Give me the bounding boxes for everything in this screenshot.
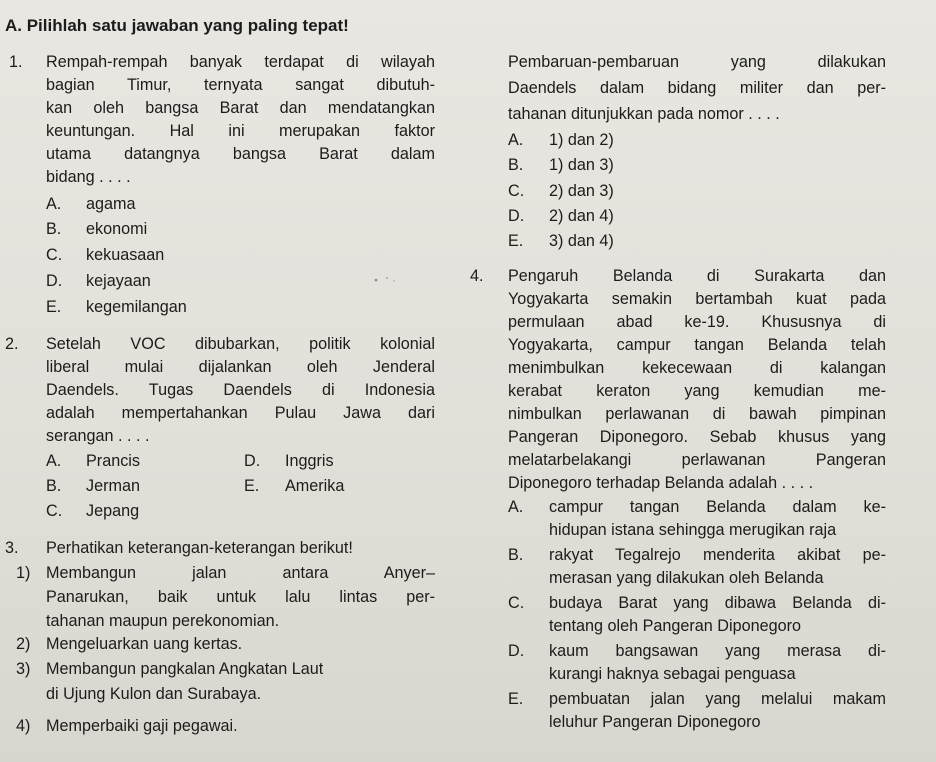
option-letter: E. — [244, 477, 260, 495]
question-text-line: bagian Timur, ternyata sangat dibutuh- — [46, 76, 435, 94]
question-text-line: Pembaruan-pembaruan yang dilakukan — [508, 53, 886, 71]
option-text: Jepang — [86, 502, 140, 520]
option-letter: D. — [244, 452, 261, 470]
question-text-line: tahanan ditunjukkan pada nomor . . . . — [508, 105, 780, 123]
option-letter: D. — [46, 272, 63, 290]
option-letter: C. — [46, 246, 63, 264]
question-text-line: Daendels. Tugas Daendels di Indonesia — [46, 381, 435, 399]
item-text-line: di Ujung Kulon dan Surabaya. — [46, 685, 262, 703]
question-text-line: Rempah-rempah banyak terdapat di wilayah — [46, 53, 435, 71]
option-letter: D. — [508, 642, 525, 660]
option-text-line: campur tangan Belanda dalam ke- — [549, 498, 886, 516]
question-text-line: utama datangnya bangsa Barat dalam — [46, 145, 435, 163]
option-text-line: pembuatan jalan yang melalui makam — [549, 690, 886, 708]
option-text: kegemilangan — [86, 298, 187, 316]
option-letter: B. — [508, 156, 524, 174]
question-text-line: Diponegoro terhadap Belanda adalah . . . . — [508, 474, 814, 492]
option-letter: A. — [508, 498, 524, 516]
option-text: agama — [86, 195, 136, 213]
option-letter: E. — [508, 690, 524, 708]
item-text-line: tahanan maupun perekonomian. — [46, 612, 280, 630]
option-text: Amerika — [285, 477, 345, 495]
option-text: Inggris — [285, 452, 334, 470]
option-text: 2) dan 3) — [549, 182, 614, 200]
question-text-line: Yogyakarta, campur tangan Belanda telah — [508, 336, 886, 354]
option-letter: C. — [508, 594, 525, 612]
option-text-line: kaum bangsawan yang merasa di- — [549, 642, 886, 660]
question-text-line: bidang . . . . — [46, 168, 131, 186]
option-letter: E. — [46, 298, 62, 316]
option-letter: E. — [508, 232, 524, 250]
question-number: 3. — [5, 539, 19, 557]
option-letter: A. — [46, 452, 62, 470]
question-text-line: melatarbelakangi perlawanan Pangeran — [508, 451, 886, 469]
question-intro: Perhatikan keterangan-keterangan berikut! — [46, 539, 353, 557]
option-text: Jerman — [86, 477, 140, 495]
item-text-line: Memperbaiki gaji pegawai. — [46, 717, 238, 735]
question-text-line: keuntungan. Hal ini merupakan faktor — [46, 122, 435, 140]
item-number: 3) — [16, 660, 31, 678]
option-letter: B. — [46, 477, 62, 495]
question-number: 4. — [470, 267, 484, 285]
item-text-line: Panarukan, baik untuk lalu lintas per- — [46, 588, 435, 606]
question-text-line: nimbulkan perlawanan di bawah pimpinan — [508, 405, 886, 423]
question-text-line: Setelah VOC dibubarkan, politik kolonial — [46, 335, 435, 353]
section-heading: A. Pilihlah satu jawaban yang paling tepat! — [5, 16, 349, 35]
question-text-line: Yogyakarta semakin bertambah kuat pada — [508, 290, 886, 308]
option-letter: B. — [508, 546, 524, 564]
question-text-line: permulaan abad ke-19. Khususnya di — [508, 313, 886, 331]
option-letter: B. — [46, 220, 62, 238]
question-text-line: Daendels dalam bidang militer dan per- — [508, 79, 886, 97]
option-text: kejayaan — [86, 272, 151, 290]
option-letter: A. — [508, 131, 524, 149]
item-number: 1) — [16, 564, 31, 582]
option-text-line: merasan yang dilakukan oleh Belanda — [549, 569, 824, 587]
option-text: 1) dan 3) — [549, 156, 614, 174]
question-text-line: kerabat keraton yang kemudian me- — [508, 382, 886, 400]
option-text: 2) dan 4) — [549, 207, 614, 225]
option-text-line: rakyat Tegalrejo menderita akibat pe- — [549, 546, 886, 564]
option-text: ekonomi — [86, 220, 148, 238]
option-letter: C. — [46, 502, 63, 520]
item-number: 4) — [16, 717, 31, 735]
option-letter: A. — [46, 195, 62, 213]
option-text-line: budaya Barat yang dibawa Belanda di- — [549, 594, 886, 612]
option-letter: C. — [508, 182, 525, 200]
question-text-line: Pangeran Diponegoro. Sebab khusus yang — [508, 428, 886, 446]
question-number: 1. — [9, 53, 23, 71]
item-number: 2) — [16, 635, 31, 653]
option-text: kekuasaan — [86, 246, 165, 264]
question-text-line: kan oleh bangsa Barat dan mendatangkan — [46, 99, 435, 117]
ink-smudge — [370, 273, 400, 287]
question-text-line: adalah mempertahankan Pulau Jawa dari — [46, 404, 435, 422]
option-letter: D. — [508, 207, 525, 225]
question-text-line: menimbulkan kekecewaan di kalangan — [508, 359, 886, 377]
question-text-line: Pengaruh Belanda di Surakarta dan — [508, 267, 886, 285]
item-text-line: Mengeluarkan uang kertas. — [46, 635, 243, 653]
question-text-line: serangan . . . . — [46, 427, 150, 445]
question-number: 2. — [5, 335, 19, 353]
option-text-line: hidupan istana sehingga merugikan raja — [549, 521, 837, 539]
option-text: Prancis — [86, 452, 140, 470]
item-text-line: Membangun jalan antara Anyer– — [46, 564, 435, 582]
option-text-line: tentang oleh Pangeran Diponegoro — [549, 617, 802, 635]
option-text: 1) dan 2) — [549, 131, 614, 149]
item-text-line: Membangun pangkalan Angkatan Laut — [46, 660, 324, 678]
option-text-line: kurangi haknya sebagai penguasa — [549, 665, 796, 683]
question-text-line: liberal mulai dijalankan oleh Jenderal — [46, 358, 435, 376]
option-text-line: leluhur Pangeran Diponegoro — [549, 713, 761, 731]
option-text: 3) dan 4) — [549, 232, 614, 250]
